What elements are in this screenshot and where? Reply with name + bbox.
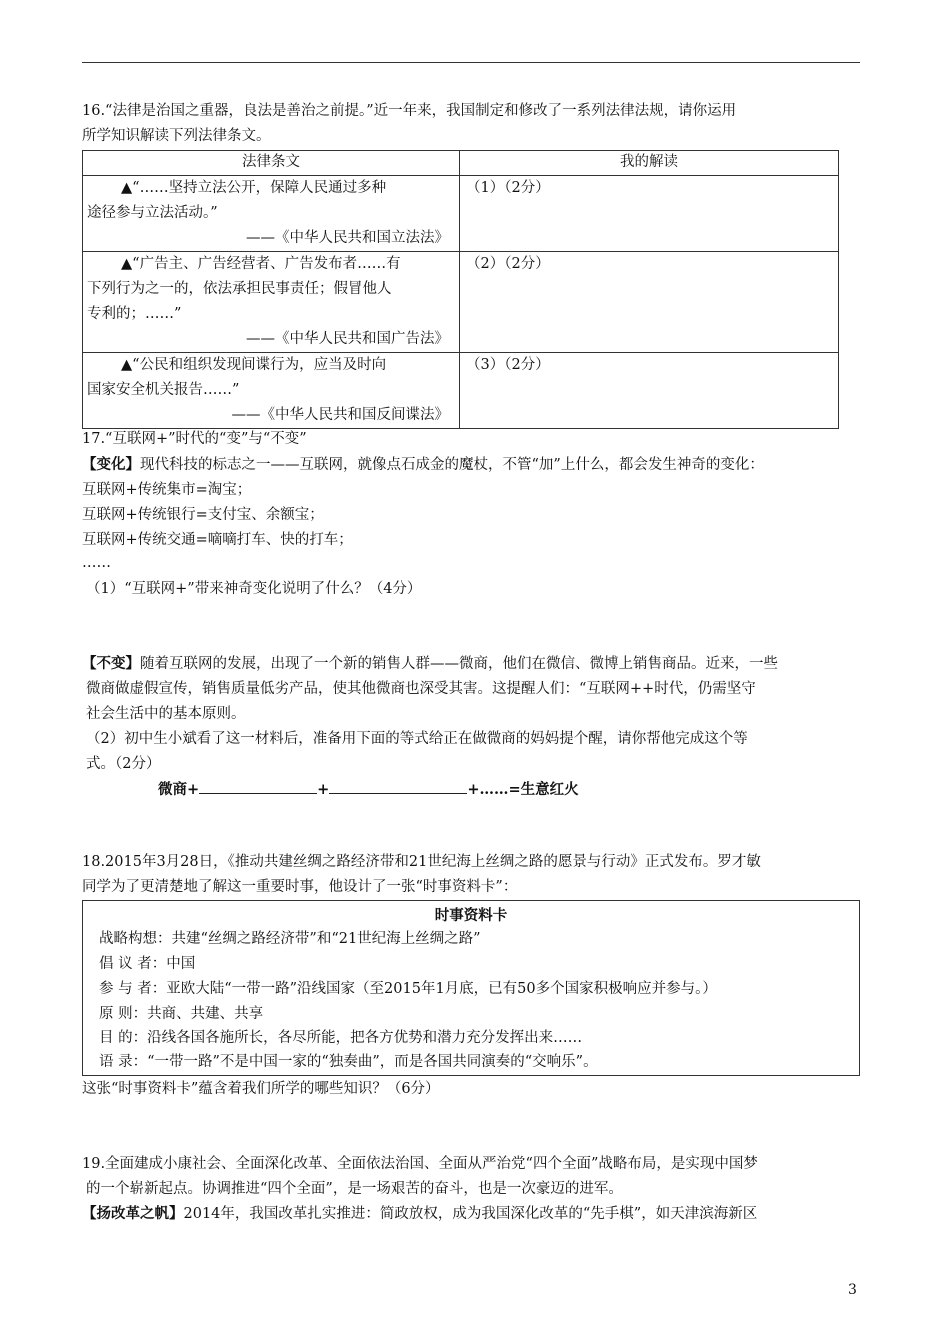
law-text-line: 途径参与立法活动。” [87,205,218,221]
answer-label: （1）（2分） [466,180,550,196]
table-row [83,176,839,252]
formula-start: 微商+ [158,781,200,798]
formula-plus: + [317,781,330,798]
formula-end: +……=生意红火 [467,781,579,798]
answer-cell[interactable] [460,353,839,429]
q17-title: 17.“互联网+”时代的“变”与“不变” [82,431,307,447]
q17-unchanged-paragraph [82,654,778,674]
card-row-quote: 语 录：“一带一路”不是中国一家的“独奏曲”，而是各国共同演奏的“交响乐”。 [99,1054,598,1070]
ellipsis: …… [82,555,111,571]
q18-intro-line2: 同学为了更清楚地了解这一重要时事，他设计了一张“时事资料卡”： [82,879,518,895]
q19-intro-line2: 的一个崭新起点。协调推进“四个全面”，是一场艰苦的奋斗，也是一次豪迈的进军。 [86,1181,623,1197]
law-text-line: 下列行为之一的，依法承担民事责任；假冒他人 [87,281,392,297]
news-info-card [82,900,860,1076]
q17-question1: （1）“互联网+”带来神奇变化说明了什么？（4分） [86,581,422,597]
q18-intro-line1: 18.2015年3月28日，《推动共建丝绸之路经济带和21世纪海上丝绸之路的愿景与行动》正式发布。罗才敏 [82,854,761,870]
law-table-header [83,151,839,176]
equation-alipay: 互联网+传统银行=支付宝、余额宝； [82,507,324,523]
formula-blank-2[interactable] [329,778,467,794]
col-header-reading: 我的解读 [460,151,839,176]
card-row-purpose: 目 的：沿线各国各施所长，各尽所能，把各方优势和潜力充分发挥出来…… [99,1030,583,1046]
reform-tag: 【扬改革之帆】 [82,1205,184,1222]
q17-question2-line2: 式。（2分） [86,756,161,772]
reform-text: 2014年，我国改革扎实推进：简政放权，成为我国深化改革的“先手棋”，如天津滨海新区 [183,1206,758,1222]
unchanged-line3: 社会生活中的基本原则。 [86,706,246,722]
formula-blank-1[interactable] [199,778,317,794]
q17-change-paragraph [82,455,764,475]
page-number: 3 [848,1282,857,1298]
q18-question: 这张“时事资料卡”蕴含着我们所学的哪些知识？（6分） [82,1081,440,1097]
table-row [83,353,839,429]
law-text-line: ▲“广告主、广告经营者、广告发布者……有 [121,256,401,272]
q17-question2-line1: （2）初中生小斌看了这一材料后，准备用下面的等式给正在做微商的妈妈提个醒，请你帮他完成这个等 [86,731,748,747]
change-text: 现代科技的标志之一——互联网，就像点石成金的魔杖，不管“加”上什么，都会发生神奇的变化： [140,457,764,473]
law-text-line: ▲“公民和组织发现间谍行为，应当及时向 [121,357,387,373]
answer-label: （2）（2分） [466,256,550,272]
law-citation: ——《中华人民共和国反间谍法》 [231,407,449,423]
q16-intro-line2: 所学知识解读下列法律条文。 [82,128,271,144]
law-text-cell [83,252,460,353]
answer-label: （3）（2分） [466,357,550,373]
law-text-line: 国家安全机关报告……” [87,382,240,398]
table-row [83,252,839,353]
law-table [82,150,839,429]
card-row-participants: 参 与 者：亚欧大陆“一带一路”沿线国家（至2015年1月底，已有50多个国家积极响应并参与。） [99,981,717,997]
q16-intro-line1: 16.“法律是治国之重器，良法是善治之前提。”近一年来，我国制定和修改了一系列法律法规，请你运用 [82,103,737,119]
q19-intro-line1: 19.全面建成小康社会、全面深化改革、全面依法治国、全面从严治党“四个全面”战略布局，是实现中国梦 [82,1156,758,1172]
law-text-line: 专利的；……” [87,306,182,322]
equation-taxi: 互联网+传统交通=嘀嘀打车、快的打车； [82,532,353,548]
law-text-line: ▲“……坚持立法公开，保障人民通过多种 [121,180,387,196]
card-title: 时事资料卡 [434,907,508,924]
card-row-initiator: 倡 议 者：中国 [99,956,196,972]
unchanged-text: 随着互联网的发展，出现了一个新的销售人群——微商，他们在微信、微博上销售商品。近来，一些 [140,656,778,672]
law-citation: ——《中华人民共和国广告法》 [246,331,449,347]
card-row-strategy: 战略构想：共建“丝绸之路经济带”和“21世纪海上丝绸之路” [99,931,481,947]
law-text-cell [83,353,460,429]
q19-reform-paragraph [82,1204,757,1224]
answer-cell[interactable] [460,176,839,252]
unchanged-tag: 【不变】 [82,655,140,672]
header-rule [82,62,860,63]
answer-cell[interactable] [460,252,839,353]
unchanged-line2: 微商做虚假宣传，销售质量低劣产品，使其他微商也深受其害。这提醒人们：“互联网++时代，仍需坚守 [86,681,756,697]
col-header-law: 法律条文 [83,151,460,176]
card-row-principles: 原 则：共商、共建、共享 [99,1006,264,1022]
answer-formula [158,778,579,800]
law-citation: ——《中华人民共和国立法法》 [246,230,449,246]
law-text-cell [83,176,460,252]
equation-taobao: 互联网+传统集市=淘宝； [82,482,252,498]
change-tag: 【变化】 [82,456,140,473]
